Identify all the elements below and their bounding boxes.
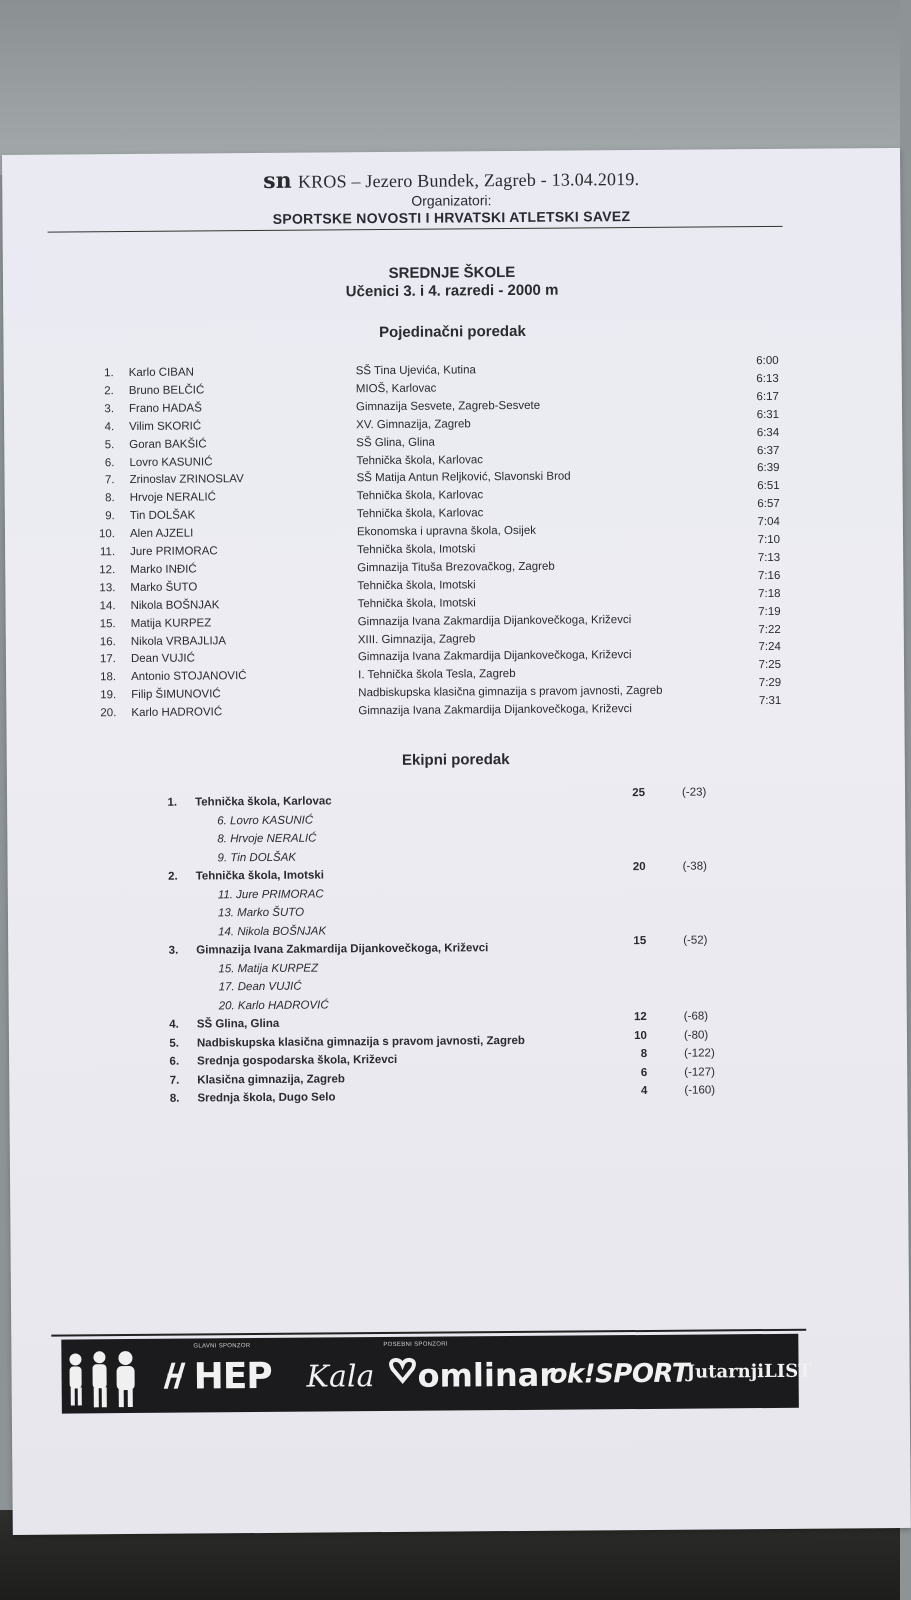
team-points: 20 [632,860,646,874]
athlete-name: Marko ŠUTO [130,581,198,594]
finish-time: 7:10 [757,533,781,547]
team-score: (-23) [681,786,707,799]
team-member [7,809,905,827]
member-name: 14. Nikola BOŠNJAK [218,924,327,938]
kala-logo: Kala [306,1359,375,1395]
team-row [8,860,906,883]
team-name: Gimnazija Ivana Zakmardija Dijankovečkoga, Križevci [196,942,489,957]
athlete-name: Nikola BOŠNJAK [130,598,220,612]
rank: 4. [104,420,115,433]
athlete-name: Filip ŠIMUNOVIĆ [131,688,221,702]
team-name: Srednja gospodarska škola, Križevci [197,1053,398,1068]
athlete-name: Antonio STOJANOVIĆ [131,670,247,684]
rank: 15. [99,617,116,630]
team-row [7,786,905,809]
school-name: XV. Gimnazija, Zagreb [356,418,471,431]
rank: 20. [100,707,117,720]
team-member [7,828,905,846]
school-name: Tehnička škola, Karlovac [356,507,484,521]
rank: 7. [104,474,115,487]
team-title: Ekipni poredak [401,751,510,769]
athlete-name: Karlo CIBAN [128,366,194,380]
finish-time: 7:04 [757,515,780,529]
team-name: Srednja škola, Dugo Selo [197,1091,336,1105]
athlete-name: Bruno BELČIĆ [128,384,205,397]
team-name: SŠ Glina, Glina [196,1017,280,1031]
school-name: Gimnazija Ivana Zakmardija Dijankovečkoga, Križevci [357,613,632,628]
team-row [8,934,906,957]
athlete-name: Goran BAKŠIĆ [129,437,207,451]
team-points: 8 [640,1047,648,1061]
heart-icon [389,1355,415,1390]
team-score: (-80) [683,1028,709,1042]
team-row [9,1084,907,1105]
school-name: Tehnička škola, Imotski [357,596,476,610]
rank: 5. [104,438,115,451]
member-name: 11. Jure PRIMORAC [217,887,324,901]
finish-time: 6:17 [756,390,779,403]
team-name: Klasična gimnazija, Zagreb [197,1072,345,1086]
finish-time: 6:13 [756,372,779,385]
school-name: Tehnička škola, Karlovac [356,489,484,503]
rank: 1. [104,367,114,380]
school-name: MIOŠ, Karlovac [355,382,437,396]
team-score: (-122) [684,1047,715,1060]
team-member [9,976,907,994]
hep-logo: HEP [193,1355,272,1398]
team-points: 4 [640,1084,648,1098]
finish-time: 6:51 [757,480,780,493]
team-name: Tehnička škola, Karlovac [195,795,332,809]
finish-time: 7:25 [758,659,782,672]
team-rank: 3. [168,944,179,957]
team-points: 12 [633,1010,647,1024]
finish-time: 7:29 [758,677,782,690]
rank: 12. [99,564,116,577]
organizers: SPORTSKE NOVOSTI I HRVATSKI ATLETSKI SAVEZ [272,208,631,227]
team-rank: 6. [169,1055,180,1068]
member-name: 17. Dean VUJIĆ [218,980,302,994]
school-name: Tehnička škola, Imotski [357,579,476,593]
team-points: 10 [634,1029,647,1042]
team-points: 15 [633,934,647,948]
rank: 13. [99,581,116,595]
school-name: SŠ Glina, Glina [356,436,435,449]
school-name: I. Tehnička škola Tesla, Zagreb [358,668,516,682]
team-points: 25 [632,786,646,800]
finish-time: 7:18 [758,587,781,600]
school-name: Gimnazija Ivana Zakmardija Dijankovečkoga, Križevci [358,703,632,718]
brand-logo: sn [263,167,293,194]
athlete-name: Vilim SKORIĆ [129,420,202,433]
team-score: (-52) [683,934,708,947]
rank: 14. [99,599,116,612]
team-rank: 2. [168,870,178,883]
team-rank: 1. [167,796,178,809]
athlete-name: Hrvoje NERALIĆ [129,491,217,505]
finish-time: 7:24 [758,641,781,654]
rank: 18. [100,671,117,684]
sponsor-banner [61,1334,812,1414]
finish-time: 6:39 [757,462,780,475]
school-name: Gimnazija Ivana Zakmardija Dijankovečkoga, Križevci [357,649,632,664]
rank: 3. [104,402,115,416]
rank: 10. [98,528,116,541]
athlete-name: Karlo HADROVIĆ [131,706,223,720]
team-points: 6 [640,1066,648,1079]
member-name: 13. Marko ŠUTO [217,906,305,920]
hep-logo-mark [161,1359,191,1398]
team-row [9,1047,907,1068]
runners-graphic [63,1349,145,1410]
finish-time: 7:13 [757,551,781,564]
rank: 8. [105,492,115,505]
school-name: XIII. Gimnazija, Zagreb [357,632,476,646]
team-rank: 7. [169,1074,180,1087]
rank: 17. [99,653,117,666]
team-rank: 4. [169,1018,179,1031]
rank: 19. [100,689,117,702]
finish-time: 6:37 [756,444,780,457]
results-sheet [2,148,911,1535]
school-name: Gimnazija Tituša Brezovačkog, Zagreb [357,560,555,575]
team-name: Tehnička škola, Imotski [195,869,324,883]
team-score: (-68) [683,1010,709,1023]
special-sponsors-label: POSEBNI SPONZORI [383,1341,448,1349]
team-rank: 8. [169,1092,180,1105]
team-member [8,957,906,975]
team-score: (-38) [682,860,707,873]
member-name: 8. Hrvoje NERALIĆ [217,832,317,846]
team-score: (-127) [684,1065,715,1079]
athlete-name: Lovro KASUNIĆ [129,455,213,469]
school-name: Gimnazija Sesvete, Zagreb-Sesvete [355,399,541,414]
omlinar-logo: omlinar [417,1355,556,1395]
oksport-logo: ok!SPORT [549,1358,690,1390]
rank: 2. [104,385,114,398]
team-rank: 5. [169,1037,180,1050]
member-name: 20. Karlo HADROVIĆ [218,998,329,1012]
category-title: SREDNJE ŠKOLE [388,263,516,282]
team-member [7,846,905,864]
finish-time: 6:34 [756,426,780,439]
event-title: KROS – Jezero Bundek, Zagreb - 13.04.2019. [297,168,640,192]
athlete-name: Frano HADAŠ [128,402,202,415]
athlete-name: Tin DOLŠAK [129,509,196,523]
main-sponsor-label: GLAVNI SPONZOR [193,1343,251,1350]
category-subtitle: Učenici 3. i 4. razredi - 2000 m [345,281,559,301]
team-member [9,994,907,1012]
team-member [8,920,906,938]
athlete-name: Dean VUJIĆ [130,652,195,666]
rank: 6. [104,456,115,469]
team-member [8,902,906,920]
finish-time: 6:00 [756,354,779,368]
jutarnji-logo: JutarnjiLIST [686,1360,812,1383]
team-name: Nadbiskupska klasična gimnazija s pravom javnosti, Zagreb [196,1034,525,1049]
athlete-name: Jure PRIMORAC [130,545,218,559]
organizers-label: Organizatori: [411,192,492,209]
rank: 16. [99,635,116,648]
finish-time: 6:57 [757,498,780,511]
athlete-name: Zrinoslav ZRINOSLAV [129,473,244,487]
rank: 9. [105,510,115,523]
team-score: (-160) [684,1084,716,1097]
finish-time: 7:16 [757,569,781,582]
school-name: Ekonomska i upravna škola, Osijek [356,524,536,539]
member-name: 15. Matija KURPEZ [218,962,319,975]
team-row [9,1028,907,1050]
athlete-name: Alen AJZELI [129,527,194,541]
individual-title: Pojedinačni poredak [378,322,526,342]
school-name: SŠ Tina Ujevića, Kutina [355,364,476,378]
rank: 11. [99,546,116,559]
athlete-name: Matija KURPEZ [130,616,212,630]
member-name: 6. Lovro KASUNIĆ [217,814,314,827]
athlete-name: Marko INĐIĆ [130,563,197,576]
finish-time: 7:19 [758,605,781,618]
finish-time: 7:22 [758,623,781,636]
school-name: Tehnička škola, Imotski [357,543,476,557]
team-member [8,883,906,901]
finish-time: 7:31 [758,694,782,708]
athlete-name: Nikola VRBAJLIJA [130,634,227,648]
school-name: Tehnička škola, Karlovac [356,453,484,467]
team-row [9,1010,907,1031]
school-name: Nadbiskupska klasična gimnazija s pravom javnosti, Zagreb [358,685,663,700]
school-name: SŠ Matija Antun Reljković, Slavonski Brod [356,470,571,485]
team-row [9,1065,907,1087]
member-name: 9. Tin DOLŠAK [217,851,297,864]
finish-time: 6:31 [756,408,780,421]
